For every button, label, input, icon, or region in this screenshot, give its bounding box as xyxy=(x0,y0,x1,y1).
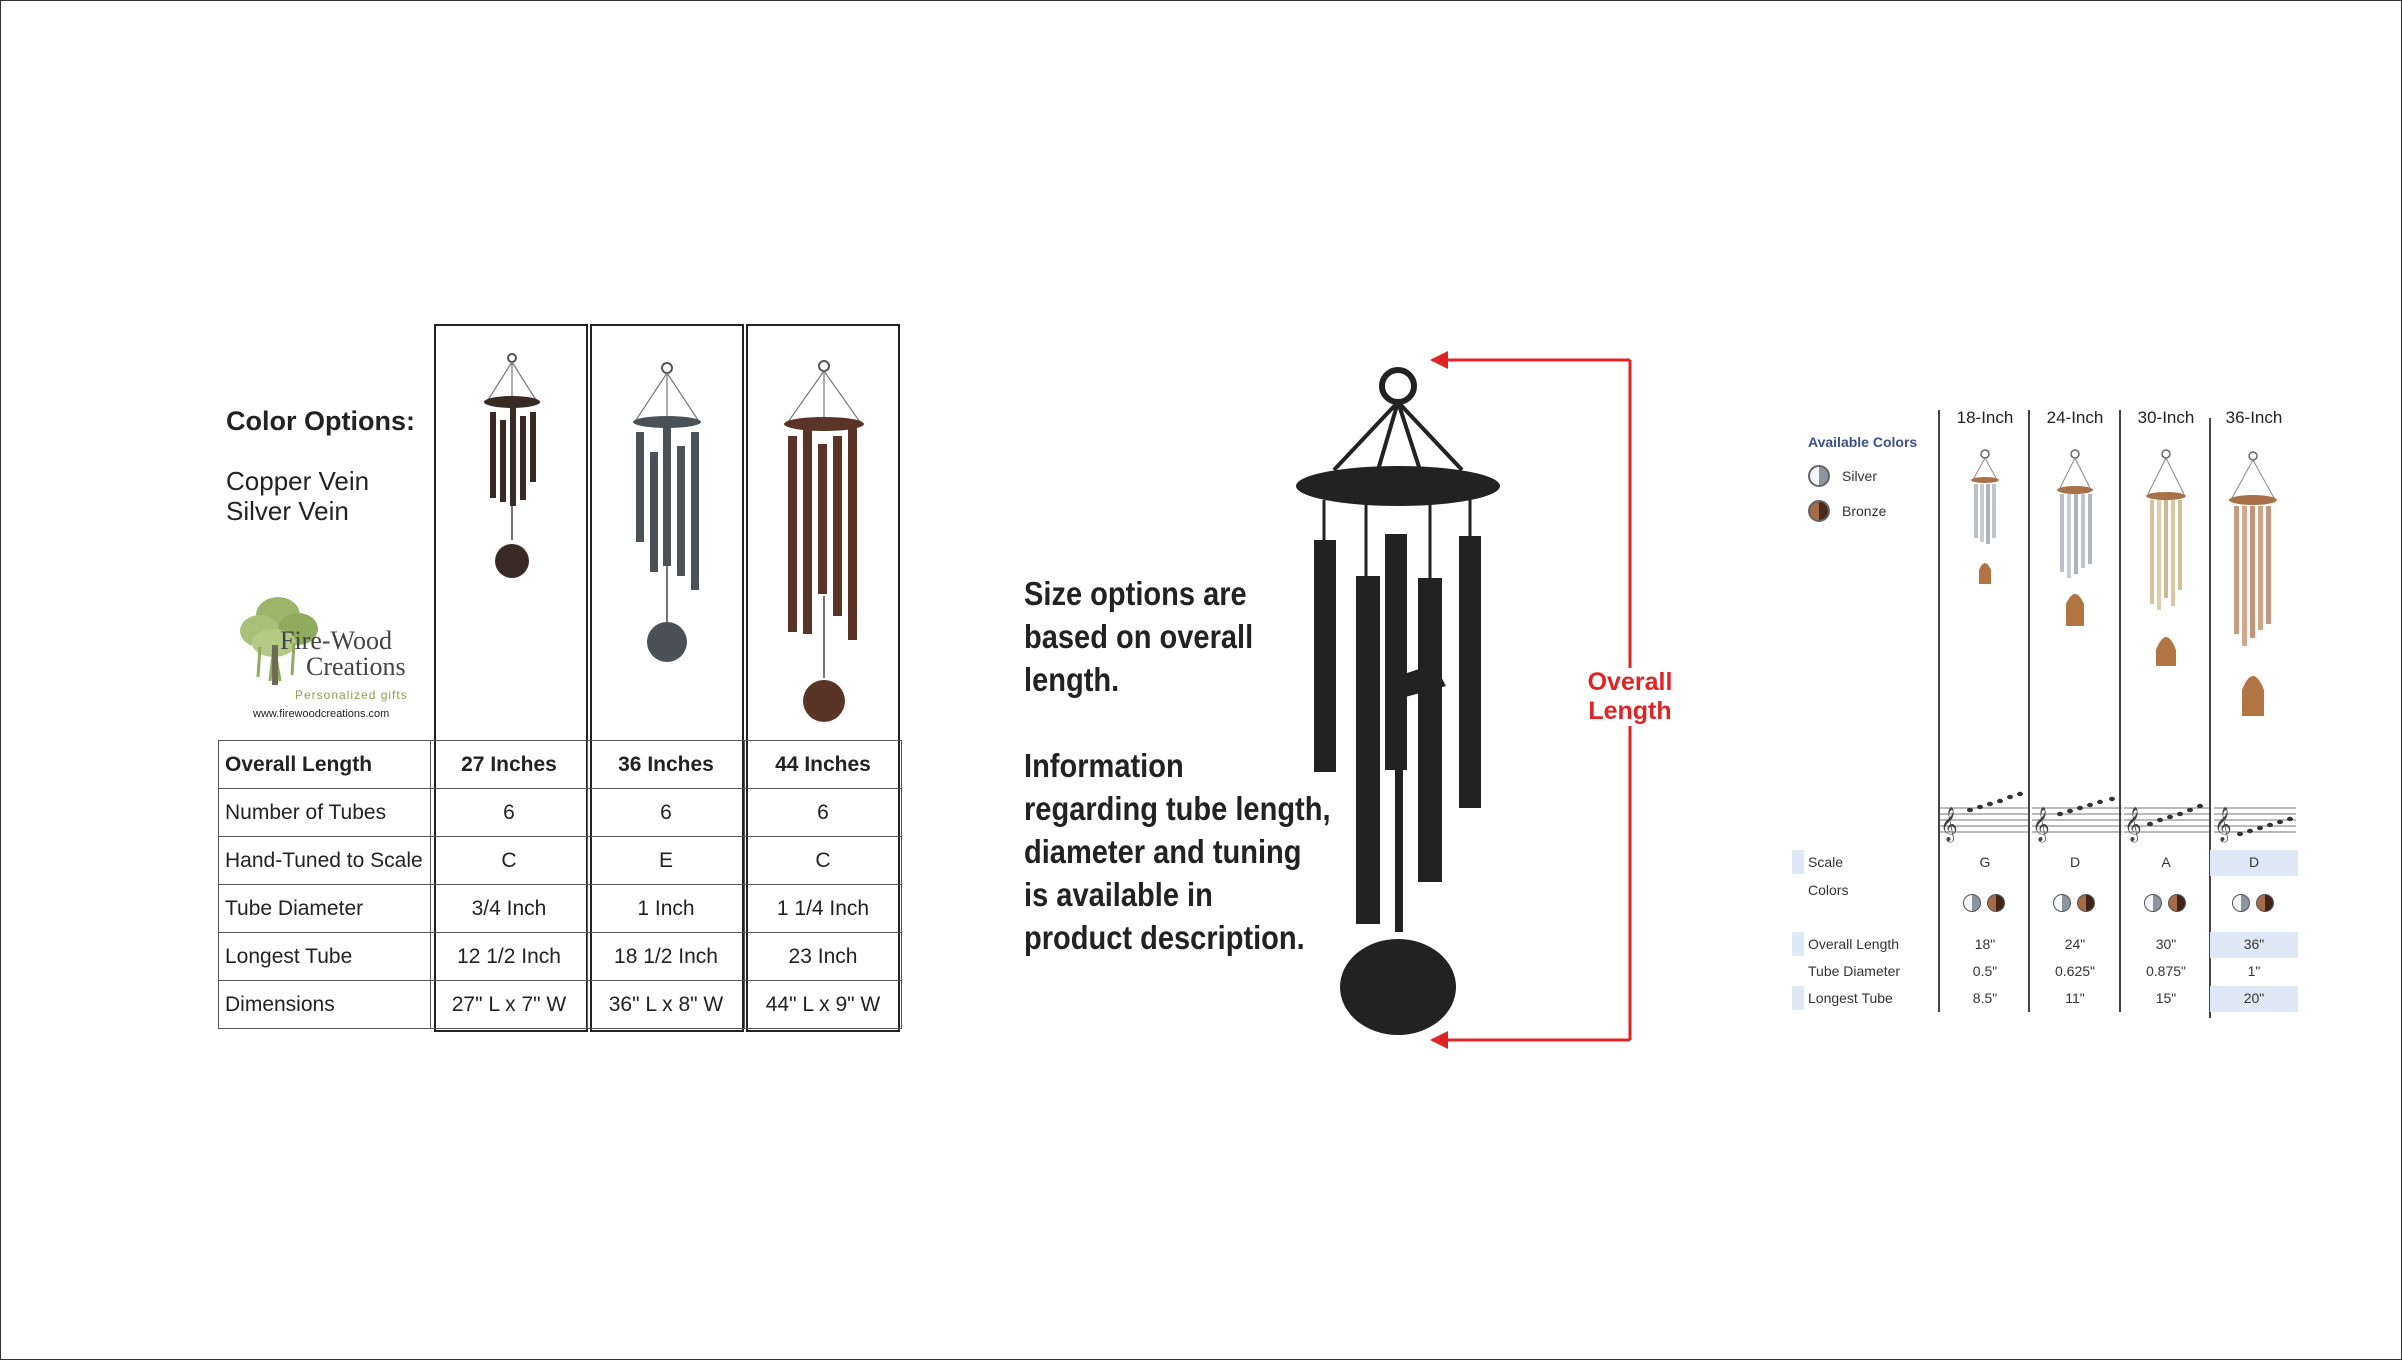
spec-row xyxy=(219,789,902,837)
spec-value: 1 1/4 Inch xyxy=(745,885,902,933)
size-text-line: based on overall xyxy=(1024,618,1254,655)
row-label-longest: Longest Tube xyxy=(1808,990,1893,1006)
spec-row xyxy=(219,837,902,885)
chime-36in-image xyxy=(2229,452,2277,716)
logo-name-line2: Creations xyxy=(306,652,406,681)
spec-value: 6 xyxy=(745,789,902,837)
spec-value: 36" L x 8" W xyxy=(588,981,745,1029)
arrow-top-icon xyxy=(1430,351,1448,369)
chime-44-image xyxy=(784,361,864,722)
value-scale: D xyxy=(2069,854,2081,870)
column-divider xyxy=(2119,410,2121,1012)
spec-label: Longest Tube xyxy=(219,933,431,981)
info-text-line: diameter and tuning xyxy=(1024,833,1302,870)
swatch-bronze-label: Bronze xyxy=(1842,503,1887,519)
row-label-colors: Colors xyxy=(1808,882,1849,898)
logo-url: www.firewoodcreations.com xyxy=(253,708,390,720)
music-staff-18 xyxy=(1940,792,2030,843)
bronze-swatch-icon xyxy=(1808,500,1830,522)
svg-text:𝄞: 𝄞 xyxy=(2214,807,2232,842)
row-band xyxy=(1792,932,1804,956)
info-text-line: Information xyxy=(1024,747,1184,784)
spec-label: Overall Length xyxy=(219,741,431,789)
svg-text:𝄞: 𝄞 xyxy=(2124,807,2142,842)
available-colors-heading: Available Colors xyxy=(1808,434,1918,450)
color-option-silver: Silver Vein xyxy=(226,496,349,526)
info-text-line: is available in xyxy=(1024,876,1213,913)
spec-row xyxy=(219,741,902,789)
color-options-title: Color Options: xyxy=(226,406,415,436)
value-scale: D xyxy=(2248,854,2260,870)
color-option-copper: Copper Vein xyxy=(226,466,370,496)
value-diameter: 0.875" xyxy=(2145,963,2186,979)
spec-value: 27 Inches xyxy=(431,741,588,789)
value-overall: 18" xyxy=(1974,936,1996,952)
value-overall: 30" xyxy=(2155,936,2177,952)
arrow-bottom-icon xyxy=(1430,1031,1448,1049)
row-label-scale: Scale xyxy=(1808,854,1844,870)
value-scale: G xyxy=(1979,854,1991,870)
value-scale: A xyxy=(2161,854,2171,870)
spec-value: 18 1/2 Inch xyxy=(588,933,745,981)
logo-name-line1: Fire-Wood xyxy=(280,626,392,655)
value-diameter: 1" xyxy=(2247,963,2261,979)
spec-value: 44" L x 9" W xyxy=(745,981,902,1029)
chime-36-image xyxy=(633,363,701,662)
row-label-overall: Overall Length xyxy=(1808,936,1900,952)
overall-label-line2: Length xyxy=(1588,697,1672,725)
value-overall: 24" xyxy=(2064,936,2086,952)
size-header-36: 36-Inch xyxy=(2225,408,2283,427)
spec-value: 1 Inch xyxy=(588,885,745,933)
value-overall: 36" xyxy=(2243,936,2265,952)
spec-row xyxy=(219,885,902,933)
row-band xyxy=(1792,986,1804,1010)
info-text-line: regarding tube length, xyxy=(1024,790,1331,827)
column-divider xyxy=(1938,410,1940,1012)
music-staff-24 xyxy=(2032,797,2122,843)
bronze-swatch-icon xyxy=(1987,894,2005,912)
chime-24-image xyxy=(2057,450,2093,626)
value-diameter: 0.625" xyxy=(2054,963,2095,979)
svg-text:𝄞: 𝄞 xyxy=(2032,807,2050,842)
bronze-swatch-icon xyxy=(2077,894,2095,912)
chime-30-image xyxy=(2146,450,2186,666)
swatch-silver-label: Silver xyxy=(1842,468,1878,484)
spec-label: Number of Tubes xyxy=(219,789,431,837)
value-longest: 15" xyxy=(2155,990,2177,1006)
value-diameter: 0.5" xyxy=(1972,963,1998,979)
music-staff-30 xyxy=(2124,804,2210,843)
chime-18-image xyxy=(1971,450,1999,584)
spec-label: Hand-Tuned to Scale xyxy=(219,837,431,885)
bronze-swatch-icon xyxy=(2168,894,2186,912)
spec-value: 36 Inches xyxy=(588,741,745,789)
value-longest: 11" xyxy=(2065,990,2085,1006)
overall-label-line1: Overall xyxy=(1587,668,1673,696)
size-header-18: 18-Inch xyxy=(1956,408,2014,427)
svg-text:𝄞: 𝄞 xyxy=(1940,807,1958,842)
swatch-bronze xyxy=(1808,500,1886,522)
spec-table xyxy=(218,740,902,1029)
size-text-line: Size options are xyxy=(1024,575,1247,612)
spec-value: C xyxy=(431,837,588,885)
silver-swatch-icon xyxy=(1963,894,1981,912)
size-header-30: 30-Inch xyxy=(2137,408,2195,427)
spec-label: Dimensions xyxy=(219,981,431,1029)
spec-value: 27" L x 7" W xyxy=(431,981,588,1029)
size-text-line: length. xyxy=(1024,661,1120,698)
spec-value: C xyxy=(745,837,902,885)
overall-length-label xyxy=(1572,668,1688,726)
info-text-line: product description. xyxy=(1024,919,1305,956)
swatch-silver xyxy=(1808,465,1877,487)
spec-value: 12 1/2 Inch xyxy=(431,933,588,981)
size-header-24: 24-Inch xyxy=(2046,408,2104,427)
spec-value: 44 Inches xyxy=(745,741,902,789)
silver-swatch-icon xyxy=(2232,894,2250,912)
row-label-diameter: Tube Diameter xyxy=(1808,963,1901,979)
spec-value: 6 xyxy=(431,789,588,837)
bronze-swatch-icon xyxy=(2256,894,2274,912)
spec-label: Tube Diameter xyxy=(219,885,431,933)
spec-row xyxy=(219,981,902,1029)
spec-value: 3/4 Inch xyxy=(431,885,588,933)
value-longest: 8.5" xyxy=(1972,990,1998,1006)
spec-value: 23 Inch xyxy=(745,933,902,981)
silver-swatch-icon xyxy=(2053,894,2071,912)
silver-swatch-icon xyxy=(1808,465,1830,487)
column-divider xyxy=(2209,418,2211,1018)
value-longest: 20" xyxy=(2243,990,2265,1006)
spec-value: E xyxy=(588,837,745,885)
music-staff-36 xyxy=(2214,807,2296,843)
chime-27-image xyxy=(484,354,540,578)
spec-row xyxy=(219,933,902,981)
size-options-text xyxy=(1024,572,1331,959)
silver-swatch-icon xyxy=(2144,894,2162,912)
row-band xyxy=(1792,850,1804,874)
logo-tagline: Personalized gifts xyxy=(295,688,408,702)
spec-value: 6 xyxy=(588,789,745,837)
column-divider xyxy=(2028,410,2030,1012)
